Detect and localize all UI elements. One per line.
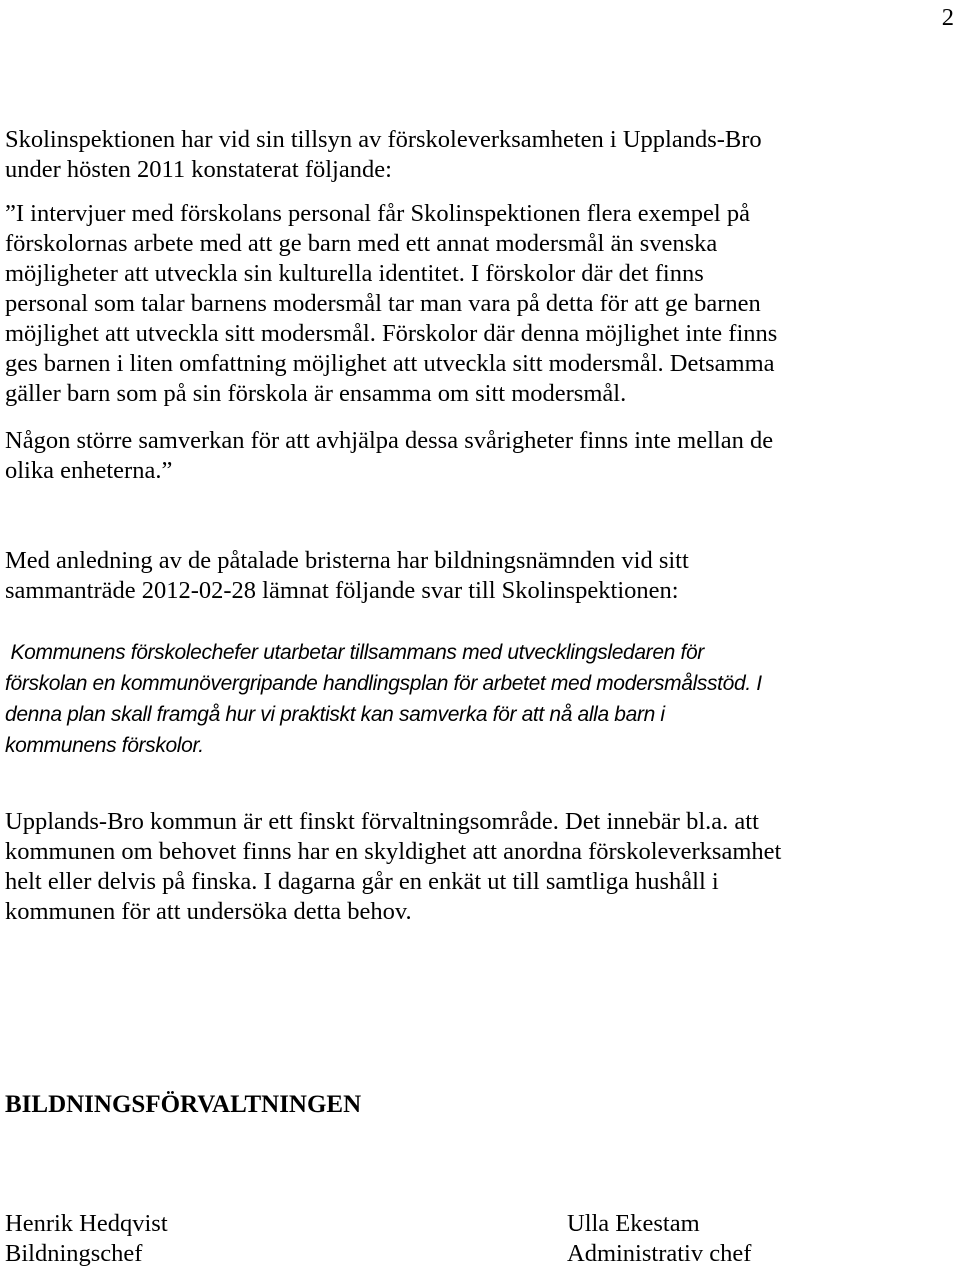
quote-line: möjlighet att utveckla sitt modersmål. Förskolor där denna möjlighet inte finns [5,320,778,347]
signatory-name: Henrik Hedqvist [5,1210,168,1237]
finnish-line: Upplands-Bro kommun är ett finskt förvaltningsområde. Det innebär bl.a. att [5,808,759,835]
quote-line: förskolornas arbete med att ge barn med ett annat modersmål än svenska [5,230,718,257]
response-line: förskolan en kommunövergripande handlingsplan för arbetet med modersmålsstöd. I [5,672,762,695]
department-heading: BILDNINGSFÖRVALTNINGEN [5,1091,362,1118]
inspection-quote [5,199,905,409]
signature-block-right [567,1209,751,1269]
quote-line: olika enheterna.” [5,457,173,484]
intro-paragraph [5,125,905,185]
quote-closing-paragraph [5,426,905,486]
board-response [5,637,905,761]
finnish-line: kommunen för att undersöka detta behov. [5,898,412,925]
quote-line: ges barnen i liten omfattning möjlighet att utveckla sitt modersmål. Detsamma [5,350,775,377]
quote-line: möjligheter att utveckla sin kulturella identitet. I förskolor där det finns [5,260,704,287]
intro-line: under hösten 2011 konstaterat följande: [5,156,392,183]
signatory-title: Bildningschef [5,1240,143,1267]
quote-line: personal som talar barnens modersmål tar man vara på detta för att ge barnen [5,290,761,317]
signatory-name: Ulla Ekestam [567,1210,700,1237]
signatory-title: Administrativ chef [567,1240,752,1267]
signature-block-left [5,1209,168,1269]
response-intro-line: Med anledning av de påtalade bristerna har bildningsnämnden vid sitt [5,547,689,574]
finnish-line: helt eller delvis på finska. I dagarna går en enkät ut till samtliga hushåll i [5,868,719,895]
quote-line: gäller barn som på sin förskola är ensamma om sitt modersmål. [5,380,627,407]
response-line: kommunens förskolor. [5,734,204,757]
finnish-paragraph [5,807,905,927]
response-line: Kommunens förskolechefer utarbetar tillsammans med utvecklingsledaren för [5,641,704,664]
response-intro-paragraph [5,546,905,606]
quote-line: ”I intervjuer med förskolans personal får Skolinspektionen flera exempel på [5,200,750,227]
finnish-line: kommunen om behovet finns har en skyldighet att anordna förskoleverksamhet [5,838,782,865]
response-intro-line: sammanträde 2012-02-28 lämnat följande svar till Skolinspektionen: [5,577,679,604]
page-number: 2 [941,4,954,31]
intro-line: Skolinspektionen har vid sin tillsyn av förskoleverksamheten i Upplands-Bro [5,126,762,153]
response-line: denna plan skall framgå hur vi praktiskt kan samverka för att nå alla barn i [5,703,665,726]
quote-line: Någon större samverkan för att avhjälpa dessa svårigheter finns inte mellan de [5,427,774,454]
